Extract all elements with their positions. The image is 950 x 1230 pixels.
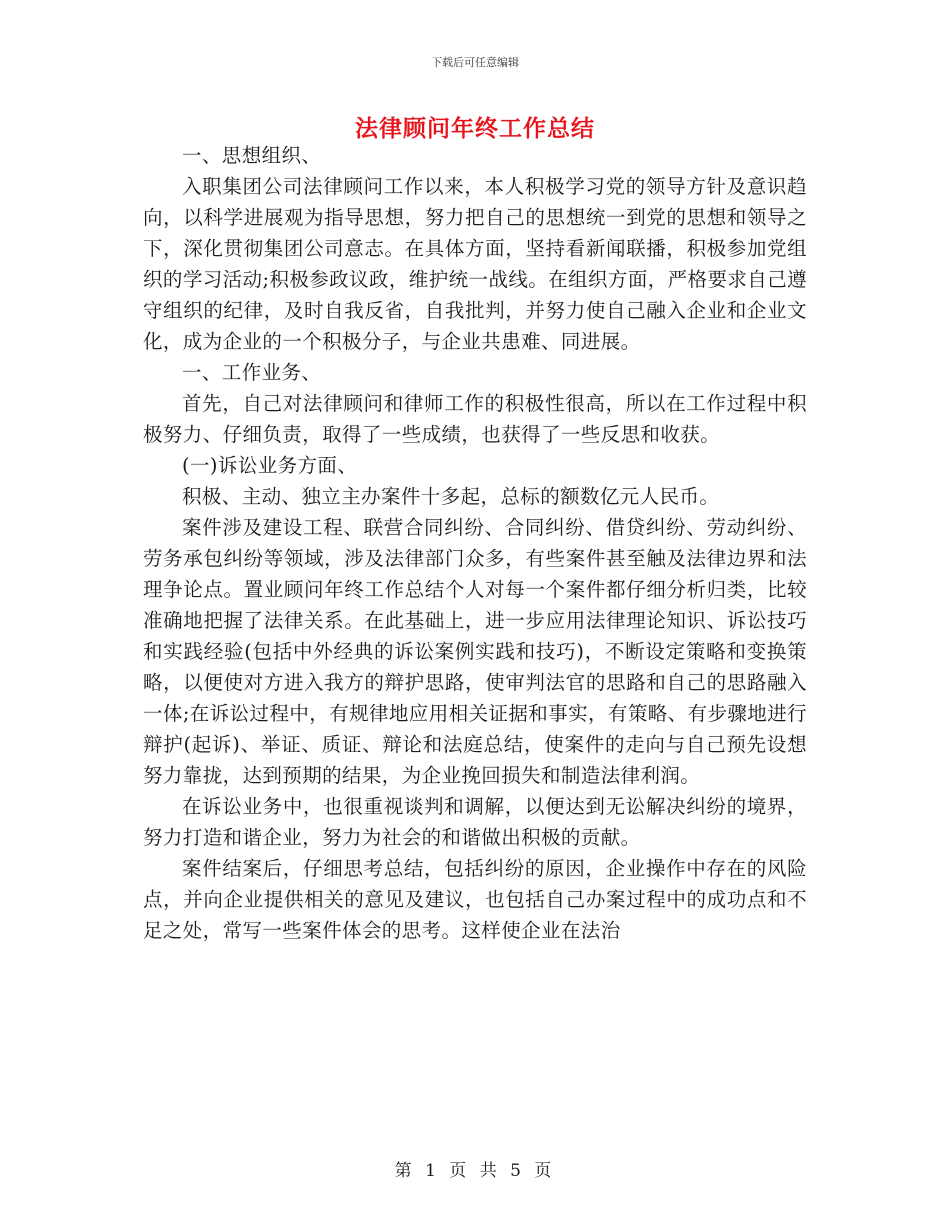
- subsection-heading-litigation: (一)诉讼业务方面、: [182, 454, 358, 477]
- section-heading-work: 一、工作业务、: [182, 361, 322, 384]
- paragraph: 案件涉及建设工程、联营合同纠纷、合同纠纷、借贷纠纷、劳动纠纷、劳务承包纠纷等领域，涉及法律部门众多，有些案件甚至触及法律边界和法理争论点。置业顾问年终工作总结个人对每一个案件都仔细分析归类，比较准确地把握了法律关系。在此基础上，进一步应用法律理论知识、诉讼技巧和实践经验(包括中外经典的诉讼案例实践和技巧)，不断设定策略和变换策略，以便使对方进入我方的辩护思路，使审判法官的思路和自己的思路融入一体;在诉讼过程中，有规律地应用相关证据和事实，有策略、有步骤地进行辩护(起诉)、举证、质证、辩论和法庭总结，使案件的走向与自己预先设想努力靠拢，达到预期的结果，为企业挽回损失和制造法律利润。: [143, 516, 807, 787]
- header-note: 下载后可任意编辑: [431, 56, 519, 69]
- paragraph: 积极、主动、独立主办案件十多起，总标的额数亿元人民币。: [182, 485, 720, 508]
- document-body: [143, 140, 807, 946]
- section-heading-ideology: 一、思想组织、: [182, 144, 322, 167]
- paragraph: 在诉讼业务中，也很重视谈判和调解，以便达到无讼解决纠纷的境界，努力打造和谐企业，努力为社会的和谐做出积极的贡献。: [143, 795, 807, 849]
- paragraph: 案件结案后，仔细思考总结，包括纠纷的原因，企业操作中存在的风险点，并向企业提供相关的意见及建议，也包括自己办案过程中的成功点和不足之处，常写一些案件体会的思考。这样使企业在法治: [143, 857, 807, 942]
- page-footer: 第 1 页 共 5 页: [394, 1161, 556, 1181]
- paragraph: 首先，自己对法律顾问和律师工作的积极性很高，所以在工作过程中积极努力、仔细负责，取得了一些成绩，也获得了一些反思和收获。: [143, 392, 807, 446]
- document-title: 法律顾问年终工作总结: [355, 115, 595, 142]
- paragraph: 入职集团公司法律顾问工作以来，本人积极学习党的领导方针及意识趋向，以科学进展观为指导思想，努力把自己的思想统一到党的思想和领导之下，深化贯彻集团公司意志。在具体方面，坚持看新闻联播，积极参加党组织的学习活动;积极参政议政，维护统一战线。在组织方面，严格要求自己遵守组织的纪律，及时自我反省，自我批判，并努力使自己融入企业和企业文化，成为企业的一个积极分子，与企业共患难、同进展。: [143, 175, 807, 353]
